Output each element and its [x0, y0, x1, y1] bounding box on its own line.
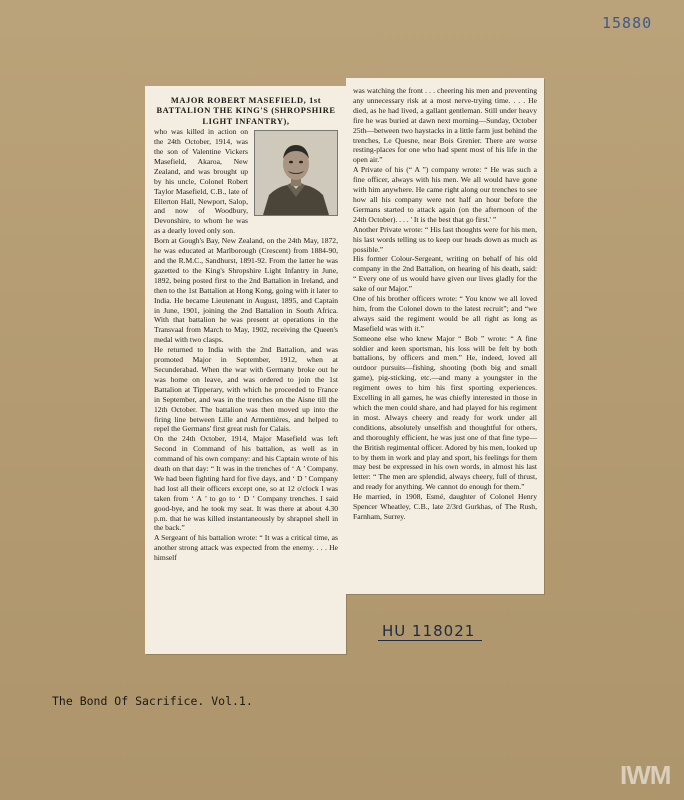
left-paragraph-4: On the 24th October, 1914, Major Masefield was left Second in Command of his battalion, as well as in command of his own company: and his Captain wrote of his death on that day: “ It was in the trenches of ‘ A ’ Company. We had been fighting hard for five days, and ‘ D ’ Company had lost all their officers except one, so at 12 o'clock I was taken from ‘ A ’ to go to ‘ D ’ Company trenches. I said good-bye, and he took my seat. It was there at about 4.30 p.m. that he was killed instantaneously by shrapnel shell in the back.” [154, 434, 338, 533]
clipping-left-column [145, 86, 346, 654]
right-paragraph-7: He married, in 1908, Esmé, daughter of Colonel Henry Spencer Wheatley, C.B., late 2/3rd Gurkhas, of The Rush, Farnham, Surrey. [353, 492, 537, 521]
left-paragraph-1: who was killed in action on the 24th October, 1914, was the son of Valentine Vickers Masefield, Akaroa, New Zealand, and was brought up by his uncle, Colonel Robert Taylor Masefield, C.B., late of Ellerton Hall, Newport, Salop, and now of Woodbury, Devonshire, to whom he was as a dearly loved only son. [154, 127, 248, 236]
left-paragraph-3: He returned to India with the 2nd Battalion, and was promoted Major in September, 1912, when at Secunderabad. When the war with Germany broke out he was home on leave, and was ordered to join the 1st Battalion at Tipperary, with which he proceeded to France in September, and was in the trenches on the Aisne till the 12th October. The battalion was then moved up into the firing line between Lille and Armentières, and helped to repel the Germans' first great rush for Calais. [154, 345, 338, 434]
iwm-watermark: IWM [620, 760, 671, 790]
right-paragraph-3: Another Private wrote: “ His last thoughts were for his men, his last words telling us to keep our heads down as much as possible.” [353, 224, 537, 254]
right-paragraph-2: A Private of his (“ A ”) company wrote: “ He was such a fine officer, always with his men. We all would have gone with him anywhere. He came right along our trenches to see how all his company were not half an hour before the Germans started to attack again (on the afternoon of the 24th October). . . . ' It is the best that go first.' ” [353, 165, 537, 224]
left-paragraph-5: A Sergeant of his battalion wrote: “ It was a critical time, as another strong attack was expected from the enemy. . . . He himself [154, 533, 338, 563]
handwritten-underline [378, 640, 482, 641]
archive-number: 15880 [602, 14, 653, 32]
handwritten-reference: HU 118021 [382, 622, 476, 640]
right-paragraph-5: One of his brother officers wrote: “ You know we all loved him, from the Colonel down to the latest recruit”; and “we always said the regiment would be all right as long as Masefield was with it.” [353, 294, 537, 333]
portrait-photo [254, 130, 338, 216]
right-paragraph-6: Someone else who knew Major “ Bob ” wrote: “ A fine soldier and keen sportsman, his loss will be felt by both battalions, by officers and men.” He, indeed, loved all outdoor pursuits—fishing, shooting (both big and small game), pig-sticking, etc.—and many a youngster in the regiment owes to him his first sporting experiences. Excelling in all games, he was chiefly interested in those in which the men could share, and had played for his regiment in most. Always cheery and ready for work under all conditions, absolutely unselfish and thoughtful for others, and thoroughly efficient, he was just one of that fine type—the British regimental officer. Adored by his men, looked up to by them in work and play and sport, his feelings for them may best be expressed in his own words, in almost his last letter: “ The men are splendid, always cheery, full of thrust, and ready for anything. We cannot do enough for them.” [353, 333, 537, 492]
article-heading: MAJOR ROBERT MASEFIELD, 1st BATTALION THE KING'S (SHROPSHIRE LIGHT INFANTRY), [156, 96, 336, 126]
portrait-image [255, 131, 337, 215]
clipping-right-column [346, 78, 544, 594]
left-paragraph-2: Born at Gough's Bay, New Zealand, on the 24th May, 1872, he was educated at Marlborough (Crescent) from 1884-90, and the R.M.C., Sandhurst, 1891-92. From the latter he was gazetted to the King's Shropshire Light Infantry in June, 1892, being posted first to the 2nd Battalion in Ireland, and then to the 1st Battalion at Hong Kong, going with it later to India. He became Lieutenant in August, 1895, and Captain in June, 1901, joining the 2nd Battalion in South Africa. With that battalion he was present at operations in the Transvaal from March to May, 1902, receiving the Queen's medal with two clasps. [154, 236, 338, 345]
right-paragraph-4: His former Colour-Sergeant, writing on behalf of his old company in the 2nd Battalion, on hearing of his death, said: “ Every one of us would have given our lives gladly for the sake of our Major.” [353, 254, 537, 294]
right-paragraph-1: was watching the front . . . cheering his men and preventing any unnecessary risk at a most nerve-trying time. . . . He died, as he had lived, a gallant gentleman. Still under heavy fire he was buried at dawn next morning—Sunday, October 25th—between two haystacks in a little farm just behind the trenches, Le Quesne, near Bois Grenier. There are worse resting-places for one who had spent most of his life in the open air.” [353, 86, 537, 165]
source-caption: The Bond Of Sacrifice. Vol.1. [52, 694, 253, 708]
